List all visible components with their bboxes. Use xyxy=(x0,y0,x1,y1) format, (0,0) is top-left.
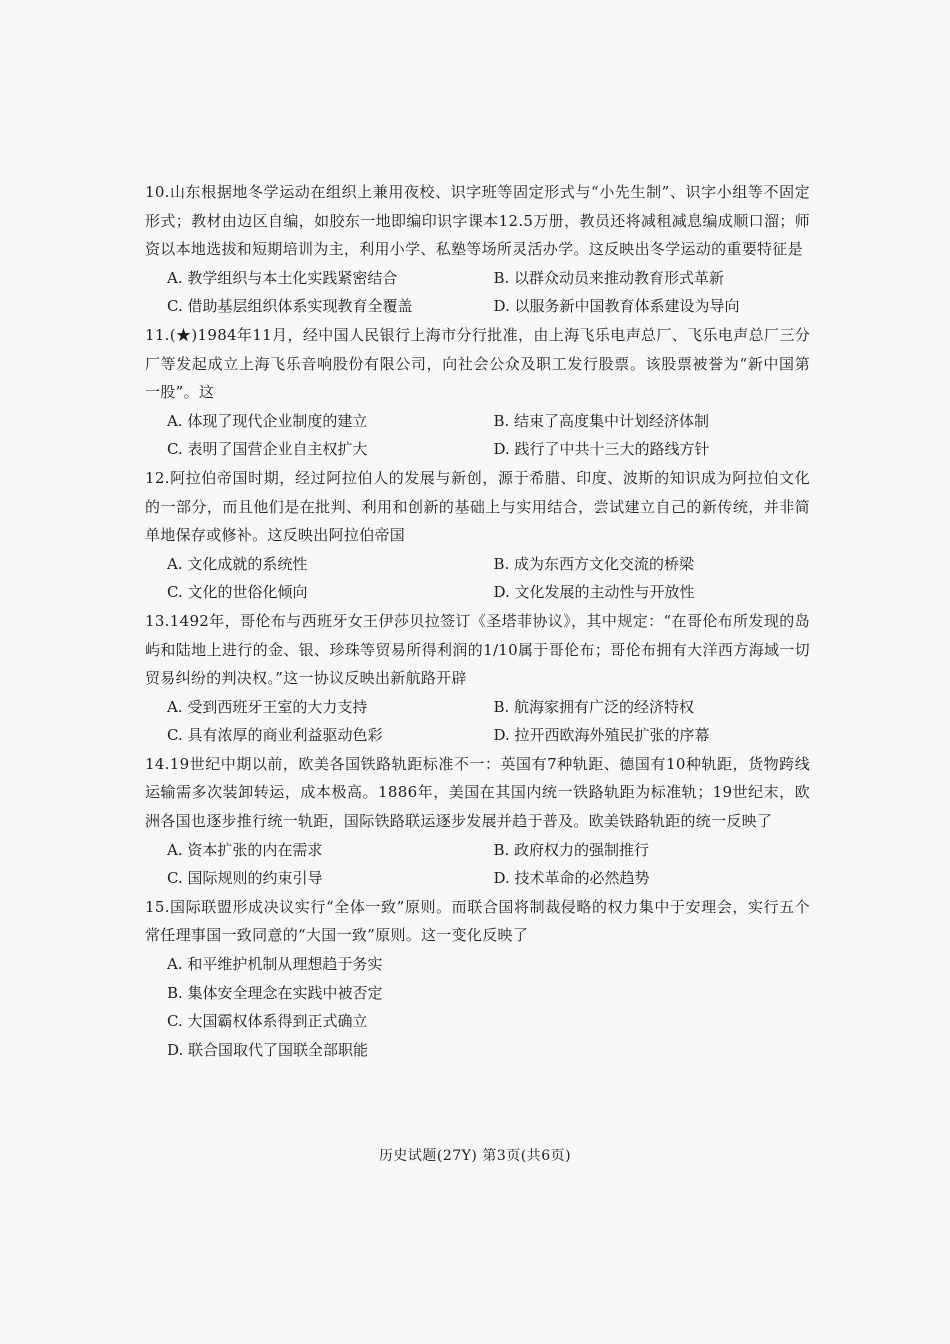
option-a: A. 资本扩张的内在需求 xyxy=(167,840,323,859)
question-stem xyxy=(145,750,810,836)
question-11 xyxy=(145,321,810,464)
question-13 xyxy=(145,607,810,750)
option-a: A. 教学组织与本土化实践紧密结合 xyxy=(167,268,398,287)
question-text: 国际联盟形成决议实行“全体一致”原则。而联合国将制裁侵略的权力集中于安理会，实行五个常任理事国一致同意的“大国一致”原则。这一变化反映了 xyxy=(145,897,810,945)
question-number: 10. xyxy=(145,183,170,201)
option-c: C. 借助基层组织体系实现教育全覆盖 xyxy=(167,297,413,316)
option-a: A. 受到西班牙王室的大力支持 xyxy=(167,697,368,716)
question-12 xyxy=(145,464,810,607)
question-15 xyxy=(145,893,810,1065)
question-stem xyxy=(145,321,810,407)
option-b: B. 航海家拥有广泛的经济特权 xyxy=(493,697,695,716)
option-d: D. 践行了中共十三大的路线方针 xyxy=(493,440,710,459)
question-10 xyxy=(145,178,810,321)
question-stem xyxy=(145,464,810,550)
option-b: B. 结束了高度集中计划经济体制 xyxy=(493,411,710,430)
question-text: 山东根据地冬学运动在组织上兼用夜校、识字班等固定形式与“小先生制”、识字小组等不固定形式；教材由边区自编，如胶东一地即编印识字课本12.5万册，教员还将减租减息编成顺口溜；师资以本地选拔和短期培训为主，利用小学、私塾等场所灵活办学。这反映出冬学运动的重要特征是 xyxy=(145,183,810,259)
option-a: A. 文化成就的系统性 xyxy=(167,554,308,573)
options xyxy=(145,693,810,750)
question-text: 19世纪中期以前，欧美各国铁路轨距标准不一：英国有7种轨距、德国有10种轨距，货物跨线运输需多次装卸转运，成本极高。1886年，美国在其国内统一铁路轨距为标准轨；19世纪末，欧洲各国也逐步推行统一轨距，国际铁路联运逐步发展并趋于普及。欧美铁路轨距的统一反映了 xyxy=(145,754,810,831)
question-stem xyxy=(145,893,810,950)
option-d: D. 拉开西欧海外殖民扩张的序幕 xyxy=(493,726,710,745)
option-d: D. 技术革命的必然趋势 xyxy=(493,869,650,888)
option-d: D. 联合国取代了国联全部职能 xyxy=(167,1040,369,1059)
option-b: B. 政府权力的强制推行 xyxy=(493,840,650,859)
option-c: C. 大国霸权体系得到正式确立 xyxy=(167,1012,368,1031)
option-c: C. 具有浓厚的商业利益驱动色彩 xyxy=(167,726,383,745)
page-footer: 历史试题(27Y) 第3页(共6页) xyxy=(378,1148,572,1164)
question-14 xyxy=(145,750,810,893)
question-number: 13. xyxy=(145,611,170,630)
question-number: 14. xyxy=(145,754,170,773)
question-number: 15. xyxy=(145,897,170,916)
option-c: C. 表明了国营企业自主权扩大 xyxy=(167,440,368,459)
option-a: A. 体现了现代企业制度的建立 xyxy=(167,411,368,430)
options xyxy=(145,836,810,893)
option-a: A. 和平维护机制从理想趋于务实 xyxy=(167,955,383,974)
option-b: B. 以群众动员来推动教育形式革新 xyxy=(493,268,725,287)
question-text: (★)1984年11月，经中国人民银行上海市分行批准，由上海飞乐电声总厂、飞乐电声总厂三分厂等发起成立上海飞乐音响股份有限公司，向社会公众及职工发行股票。该股票被誉为“新中国第一股”。这 xyxy=(145,325,810,402)
option-c: C. 文化的世俗化倾向 xyxy=(167,583,308,602)
options xyxy=(145,407,810,464)
option-b: B. 集体安全理念在实践中被否定 xyxy=(167,983,383,1002)
option-d: D. 文化发展的主动性与开放性 xyxy=(493,583,695,602)
option-b: B. 成为东西方文化交流的桥梁 xyxy=(493,554,695,573)
question-text: 阿拉伯帝国时期，经过阿拉伯人的发展与新创，源于希腊、印度、波斯的知识成为阿拉伯文化的一部分，而且他们是在批判、利用和创新的基础上与实用结合，尝试建立自己的新传统，并非简单地保存或修补。这反映出阿拉伯帝国 xyxy=(145,468,810,545)
question-list xyxy=(145,178,810,1064)
option-d: D. 以服务新中国教育体系建设为导向 xyxy=(493,297,740,316)
options xyxy=(145,264,810,321)
options xyxy=(145,950,810,1064)
question-number: 11. xyxy=(145,325,170,344)
question-stem xyxy=(145,178,810,264)
option-c: C. 国际规则的约束引导 xyxy=(167,869,323,888)
question-stem xyxy=(145,607,810,693)
question-text: 1492年，哥伦布与西班牙女王伊莎贝拉签订《圣塔菲协议》，其中规定：“在哥伦布所发现的岛屿和陆地上进行的金、银、珍珠等贸易所得利润的1/10属于哥伦布；哥伦布拥有大洋西方海域一切贸易纠纷的判决权。”这一协议反映出新航路开辟 xyxy=(145,611,810,688)
question-number: 12. xyxy=(145,468,170,487)
options xyxy=(145,550,810,607)
